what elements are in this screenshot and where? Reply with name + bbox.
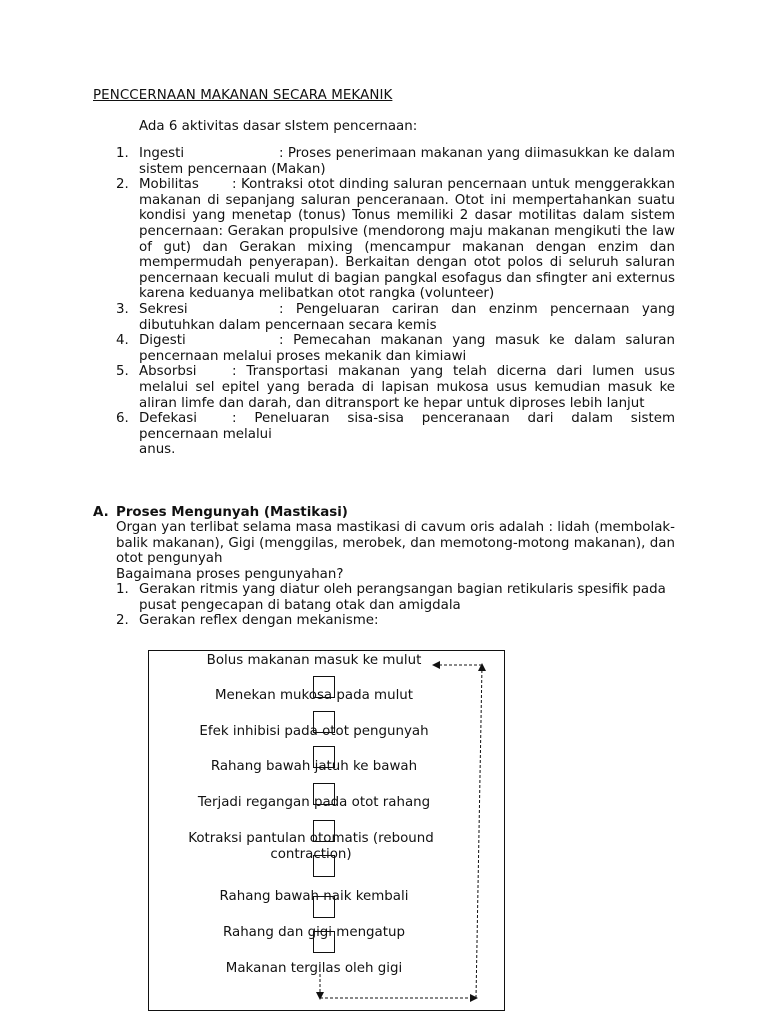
list-item [110, 582, 675, 613]
list-item [110, 411, 675, 458]
item-number: 1. [116, 582, 129, 597]
item-text: : Peneluaran sisa-sisa penceranaan dari dalam sistem pencernaan melalui [139, 411, 675, 442]
list-item [110, 177, 675, 302]
section-body [116, 520, 675, 582]
flow-step: Kotraksi pantulan otomatis (rebound contraction) [188, 831, 434, 862]
feedback-loop-arrow [149, 651, 504, 1010]
item-text: : Pemecahan makanan yang masuk ke dalam saluran pencernaan melalui proses mekanik dan kimiawi [139, 333, 675, 364]
item-number: 2. [116, 613, 129, 629]
activities-list [110, 146, 675, 458]
item-text: : Pengeluaran cariran dan enzinm pencernaan yang dibutuhkan dalam pencernaan secara kemis [139, 301, 675, 333]
item-label: Absorbsi [139, 364, 197, 380]
section-paragraph: Organ yan terlibat selama masa mastikasi di cavum oris adalah : lidah (membolak-balik makanan), Gigi (menggilas, merobek, dan memotong-motong makanan), dan otot pengunyah [116, 520, 675, 567]
item-label: Defekasi [139, 411, 197, 427]
chewing-steps-list [110, 582, 675, 629]
section-title: Proses Mengunyah (Mastikasi) [116, 505, 348, 520]
item-text-continued: anus. [139, 442, 176, 458]
flow-step: Rahang bawah naik kembali [219, 889, 409, 904]
item-number: 3. [116, 301, 129, 317]
item-text: Gerakan ritmis yang diatur oleh perangsangan bagian retikularis spesifik pada pusat pengecapan di batang otak dan amigdala [139, 582, 666, 613]
item-label: Mobilitas [139, 177, 199, 193]
section-letter: A. [93, 505, 109, 520]
item-number: 6. [116, 411, 129, 427]
flow-step: Rahang bawah jatuh ke bawah [210, 759, 418, 774]
item-text: : Kontraksi otot dinding saluran pencernaan untuk menggerakkan makanan di sepanjang saluran penceranaan. Otot ini mempertahankan suatu kondisi yang menetap (tonus) Tonus memiliki 2 dasar motilitas dalam sistem pencernaan: Gerakan propulsive (mendorong maju makanan mengikuti the law of gut) dan Gerakan mixing (mencampur makanan dengan enzim dan mempermudah penyerapan). Berkaitan dengan otot polos di seluruh saluran pencernaan kecuali mulut di bagian pangkal esofagus dan sfingter ani externus karena keduanya melibatkan otot rangka (volunteer) [139, 177, 675, 302]
item-number: 4. [116, 333, 129, 349]
section-question: Bagaimana proses pengunyahan? [116, 566, 344, 582]
list-item [110, 302, 675, 333]
list-item [110, 333, 675, 364]
item-number: 1. [116, 146, 129, 161]
flow-step: Efek inhibisi pada otot pengunyah [199, 724, 429, 739]
flow-step: Makanan tergilas oleh gigi [225, 961, 403, 976]
item-label: Ingesti [139, 146, 185, 161]
flow-step: Rahang dan gigi mengatup [222, 925, 405, 940]
list-item [110, 364, 675, 411]
flow-step: Bolus makanan masuk ke mulut [206, 653, 422, 668]
item-label: Digesti [139, 333, 186, 349]
item-number: 5. [116, 364, 129, 380]
reflex-flowchart [148, 650, 505, 1011]
list-item [110, 613, 675, 629]
item-number: 2. [116, 177, 129, 193]
list-item [110, 146, 675, 177]
item-text: : Transportasi makanan yang telah dicerna dari lumen usus melalui sel epitel yang berada di lapisan mukosa usus kemudian masuk ke aliran limfe dan darah, dan ditransport ke hepar untuk diproses lebih lanjut [139, 364, 675, 411]
item-text: Gerakan reflex dengan mekanisme: [139, 613, 379, 629]
item-text: : Proses penerimaan makanan yang diimasukkan ke dalam sistem pencernaan (Makan) [139, 146, 675, 177]
section-heading [93, 505, 348, 521]
intro-text: Ada 6 aktivitas dasar sIstem pencernaan: [139, 119, 418, 134]
flow-step: Terjadi regangan pada otot rahang [197, 795, 431, 810]
page-title: PENCCERNAAN MAKANAN SECARA MEKANIK [93, 88, 393, 103]
flow-step: Menekan mukosa pada mulut [214, 688, 414, 703]
item-label: Sekresi [139, 301, 188, 317]
